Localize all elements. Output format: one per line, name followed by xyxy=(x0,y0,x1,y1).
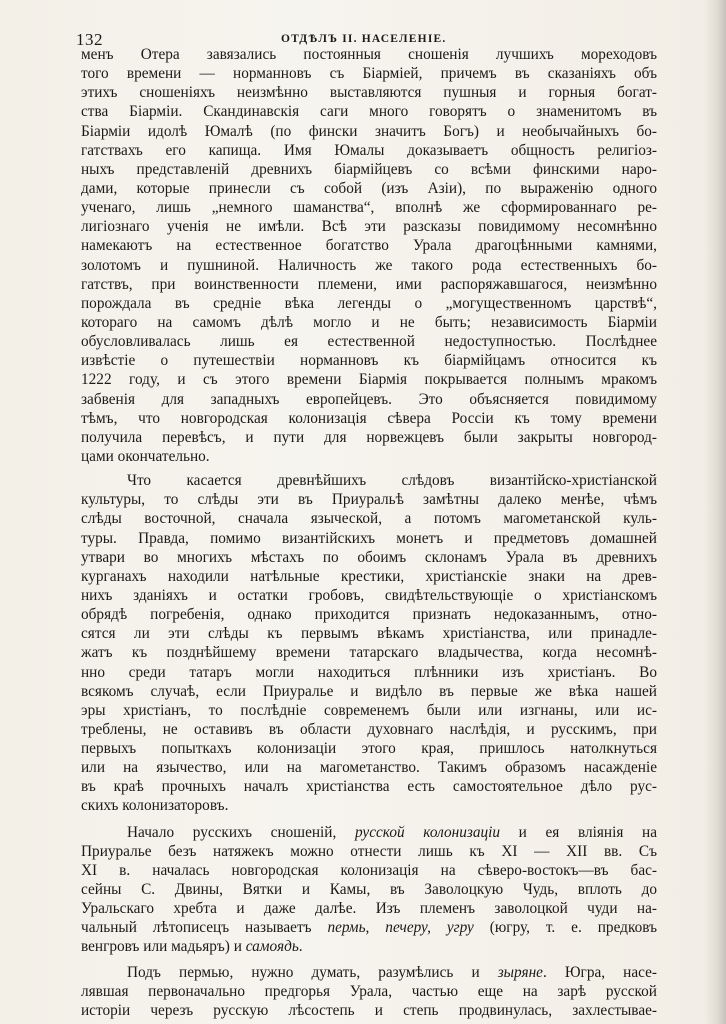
text-line: жатъ къ позднѣйшему времени татарскаго владычества, когда несомнѣ- xyxy=(81,644,657,662)
paragraph-2 xyxy=(81,471,657,816)
text-line: цами окончательно. xyxy=(81,447,210,465)
text-line: курганахъ находили натѣльные крестики, христіанскіе знаки на древ- xyxy=(81,567,657,585)
text-run: венгровъ или мадьяръ) и xyxy=(81,938,246,956)
text-run: (югру, т. е. предковъ xyxy=(473,919,657,937)
paragraph-4 xyxy=(81,963,657,1020)
text-line: слѣды восточной, сначала языческой, а потомъ магометанской куль- xyxy=(81,510,657,528)
text-line: гатствахъ его капища. Имя Юмалы доказываетъ общность религіоз- xyxy=(81,141,657,159)
text-line xyxy=(81,963,657,982)
text-run: . Югра, насе- xyxy=(542,963,657,981)
text-line: тѣмъ, что новгородская колонизація сѣвера Россіи къ тому времени xyxy=(81,409,657,427)
text-line: Приуралье безъ натяжекъ можно отнести лишь къ XI — XII вв. Съ xyxy=(81,842,657,860)
paragraph-3 xyxy=(81,823,657,957)
emphasis: зыряне xyxy=(497,963,543,981)
text-line: Что касается древнѣйшихъ слѣдовъ византійско-христіанской xyxy=(127,472,657,490)
text-line: ученаго, лишь „немного шаманства“, вполнѣ же сформированнаго ре- xyxy=(81,199,657,217)
text-line xyxy=(81,918,657,937)
text-line: менъ Отера завязались постоянныя сношенія лучшихъ мореходовъ xyxy=(81,46,657,63)
text-line: лявшая первоначально предгорья Урала, частью еще на зарѣ русской xyxy=(81,982,657,1000)
text-line: Уральскаго хребта и даже далѣе. Изъ племенъ заволоцкой чуди на- xyxy=(81,900,657,918)
text-line: получила перевѣсъ, и пути для норвежцевъ были закрыты новгород- xyxy=(81,428,657,446)
text-run: . xyxy=(298,938,303,956)
page-number: 132 xyxy=(76,30,103,49)
text-line: обрядѣ погребенія, однако приходится признать недоказаннымъ, отно- xyxy=(81,606,657,624)
text-line: обусловливалась лишь ея естественной недоступностью. Послѣднее xyxy=(81,333,657,351)
text-line: гатствъ, при воинственности племени, ими распоряжавшагося, неизмѣнно xyxy=(81,275,657,293)
text-line: сятся ли эти слѣды къ первымъ вѣкамъ христіанства, или принадле- xyxy=(81,625,657,643)
text-line: ныхъ представленій древнихъ біармійцевъ со всѣми финскими наро- xyxy=(81,160,657,178)
running-head: ОТДѢЛЪ II. НАСЕЛЕНІЕ. xyxy=(281,33,447,45)
text-line: этихъ сношеніяхъ неизмѣнно выставляются пушныя и горныя богат- xyxy=(81,84,657,102)
text-line: культуры, то слѣды эти въ Приуральѣ замѣтны далеко менѣе, чѣмъ xyxy=(81,491,657,509)
scan-shadow xyxy=(704,0,726,1024)
text-line: нихъ зданіяхъ и остатки гробовъ, свидѣтельствующіе о христіанскомъ xyxy=(81,586,657,604)
text-run: и ея вліянія на xyxy=(500,823,657,841)
text-line: забвенія для западныхъ европейцевъ. Это объясняется повидимому xyxy=(81,390,657,408)
text-line: порождала въ средніе вѣка легенды о „могущественномъ царствѣ“, xyxy=(81,294,657,312)
text-line: скихъ колонизаторовъ. xyxy=(81,797,229,815)
text-run: чальный лѣтописецъ называетъ xyxy=(81,919,328,937)
text-line: сейны С. Двины, Вятки и Камы, въ Заволоцкую Чудь, вплоть до xyxy=(81,881,657,899)
text-line: лигіознаго ученія не имѣли. Всѣ эти разсказы повидимому несомнѣнно xyxy=(81,218,657,236)
text-line: первыхъ попыткахъ колонизаціи этого края, пришлось натолкнуться xyxy=(81,740,657,758)
body-text xyxy=(81,45,657,1020)
text-line: эры христіанъ, то послѣдніе современемъ были или изгнаны, или ис- xyxy=(81,701,657,719)
text-line: Біарміи идолѣ Юмалѣ (по фински значитъ Богъ) и необычайныхъ бо- xyxy=(81,122,657,140)
paragraph-1 xyxy=(81,45,657,466)
emphasis: самоядь xyxy=(245,938,299,956)
text-line: 1222 году, и съ этого времени Біармія покрывается полнымъ мракомъ xyxy=(81,371,657,389)
text-line: треблены, не оставивъ въ области духовнаго наслѣдія, и русскимъ, при xyxy=(81,720,657,738)
text-run: Подъ пермью, нужно думать, разумѣлись и xyxy=(127,963,498,981)
text-line: намекаютъ на естественное богатство Урала драгоцѣнными камнями, xyxy=(81,237,657,255)
text-line: исторіи черезъ русскую лѣсостепь и степь продвинулась, захлестывае- xyxy=(81,1001,657,1019)
text-line: всякомъ случаѣ, если Приуралье и видѣло въ первые же вѣка нашей xyxy=(81,682,657,700)
text-line: утвари во многихъ мѣстахъ по обоимъ склонамъ Урала въ древнихъ xyxy=(81,548,657,566)
text-line: того времени — норманновъ съ Біарміей, причемъ въ сказаніяхъ объ xyxy=(81,65,657,83)
text-line: дами, которые принесли съ собой (изъ Азіи), по выраженію одного xyxy=(81,179,657,197)
text-line xyxy=(81,937,657,956)
text-line: котораго на самомъ дѣлѣ могло и не быть; независимость Біарміи xyxy=(81,313,657,331)
emphasis: пермь, печеру, угру xyxy=(327,919,474,937)
text-line: нно среди татаръ могли находиться плѣнники изъ христіанъ. Во xyxy=(81,663,657,681)
text-run: Начало русскихъ сношеній, xyxy=(127,823,355,841)
text-line: ства Біарміи. Скандинавскія саги много говорятъ о знаменитомъ въ xyxy=(81,103,657,121)
text-line: извѣстіе о путешествіи норманновъ къ біармійцамъ относится къ xyxy=(81,352,657,370)
text-line: въ краѣ прочныхъ началъ христіанства есть самостоятельное дѣло рус- xyxy=(81,778,657,796)
text-line xyxy=(81,823,657,842)
text-line: XI в. началась новгородская колонизація на сѣверо-востокъ—въ бас- xyxy=(81,861,657,879)
text-line: золотомъ и пушниной. Наличность же такого рода естественныхъ бо- xyxy=(81,256,657,274)
text-line: туры. Правда, помимо византійскихъ монетъ и предметовъ домашней xyxy=(81,529,657,547)
text-line: или на язычество, или на магометанство. Такимъ образомъ насажденіе xyxy=(81,759,657,777)
emphasis: русской колонизаціи xyxy=(354,823,501,841)
